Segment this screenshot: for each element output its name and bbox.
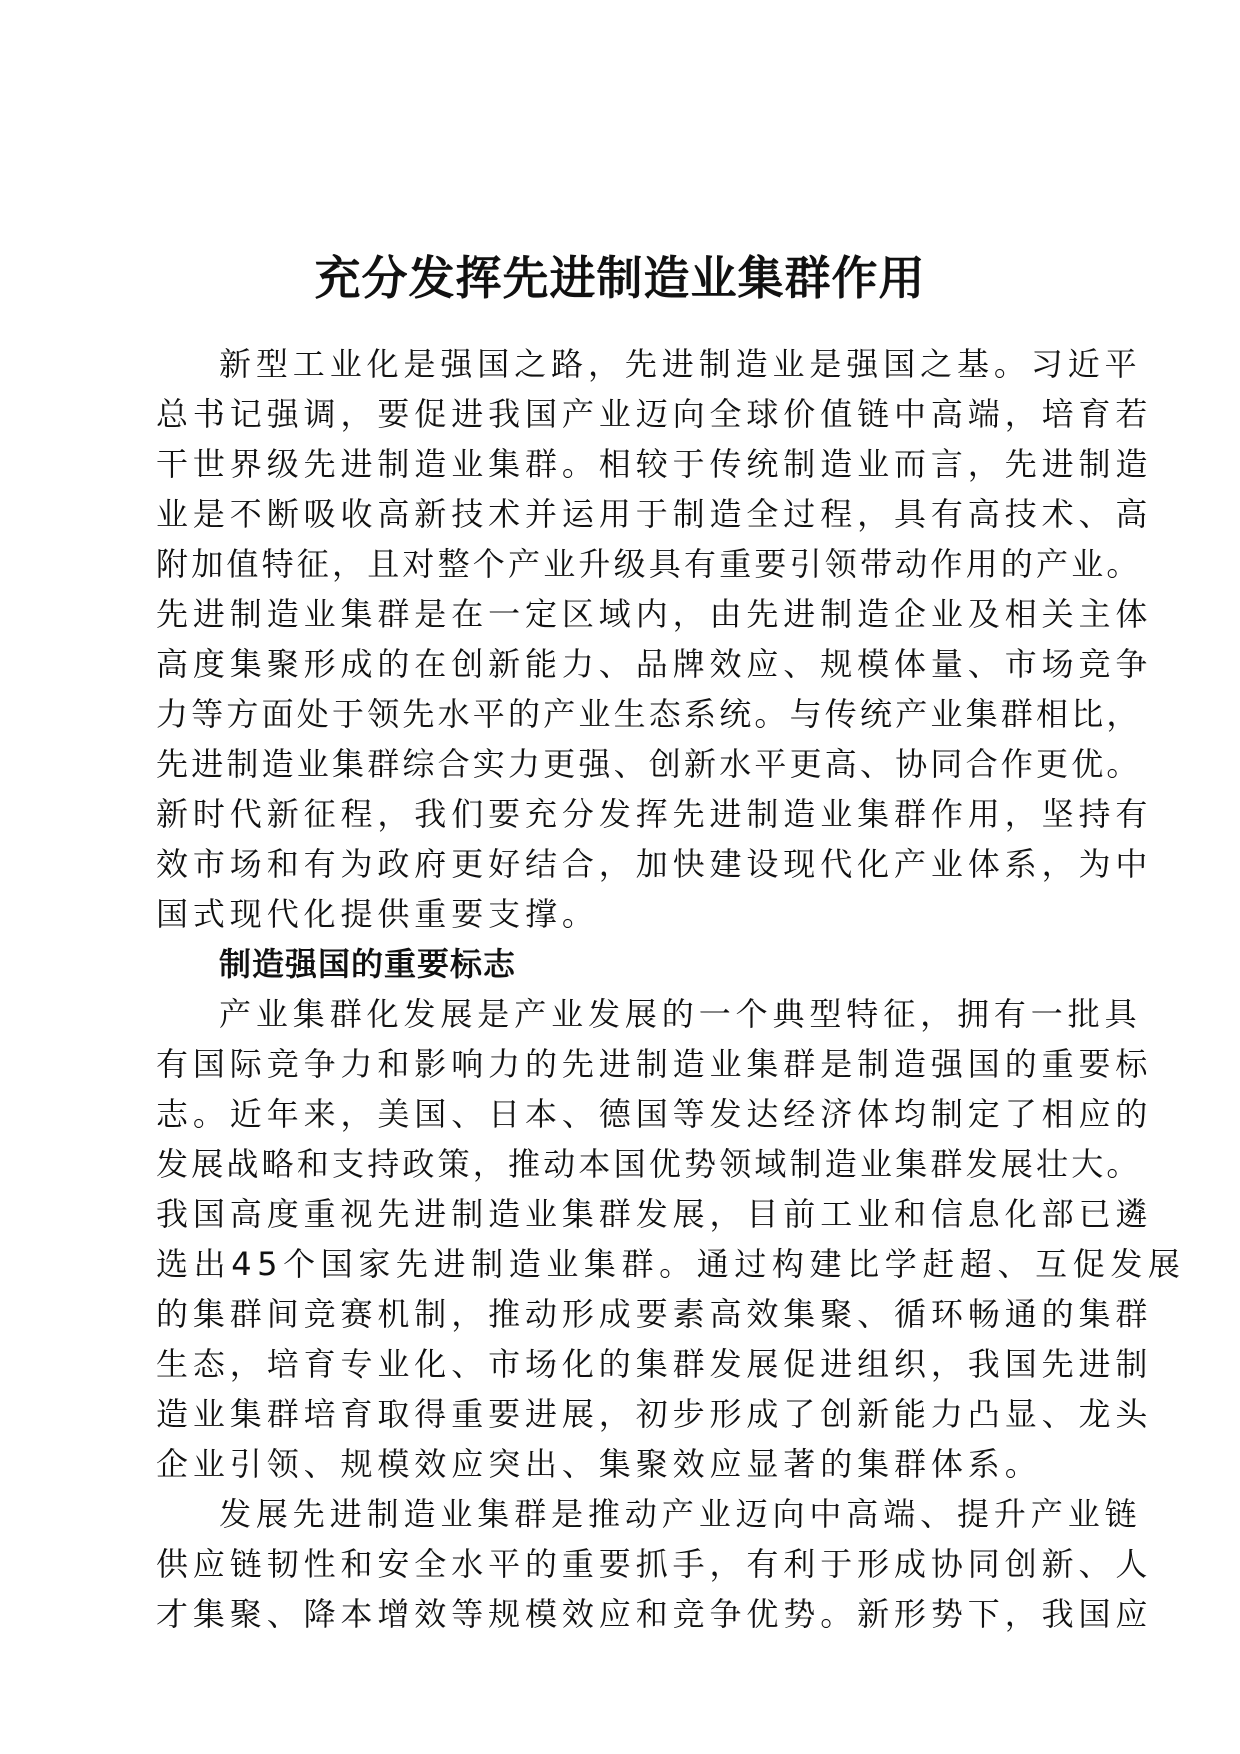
paragraph-development [156,1489,1153,1639]
section-heading: 制造强国的重要标志 [219,945,517,983]
text-line: 先进制造业集群综合实力更强、创新水平更高、协同合作更优。 [156,745,1142,783]
text-line: 供应链韧性和安全水平的重要抓手，有利于形成协同创新、人 [156,1545,1153,1583]
text-line: 的集群间竞赛机制，推动形成要素高效集聚、循环畅通的集群 [156,1295,1153,1333]
text-line: 效市场和有为政府更好结合，加快建设现代化产业体系，为中 [156,845,1153,883]
text-line: 产业集群化发展是产业发展的一个典型特征，拥有一批具 [219,995,1142,1033]
text-line: 力等方面处于领先水平的产业生态系统。与传统产业集群相比， [156,695,1142,733]
paragraph-clusters [156,989,1186,1489]
text-line: 业是不断吸收高新技术并运用于制造全过程，具有高技术、高 [156,495,1153,533]
document-title: 充分发挥先进制造业集群作用 [314,251,926,305]
text-line: 造业集群培育取得重要进展，初步形成了创新能力凸显、龙头 [156,1395,1153,1433]
text-line: 企业引领、规模效应突出、集聚效应显著的集群体系。 [156,1445,1042,1483]
text-line: 高度集聚形成的在创新能力、品牌效应、规模体量、市场竞争 [156,645,1153,683]
text-line: 才集聚、降本增效等规模效应和竞争优势。新形势下，我国应 [156,1595,1153,1633]
text-line: 发展先进制造业集群是推动产业迈向中高端、提升产业链 [219,1495,1142,1533]
text-line: 先进制造业集群是在一定区域内，由先进制造企业及相关主体 [156,595,1153,633]
text-line: 有国际竞争力和影响力的先进制造业集群是制造强国的重要标 [156,1045,1153,1083]
text-line: 新型工业化是强国之路，先进制造业是强国之基。习近平 [219,345,1142,383]
text-line: 新时代新征程，我们要充分发挥先进制造业集群作用，坚持有 [156,795,1153,833]
text-line: 志。近年来，美国、日本、德国等发达经济体均制定了相应的 [156,1095,1153,1133]
text-line: 生态，培育专业化、市场化的集群发展促进组织，我国先进制 [156,1345,1153,1383]
text-line: 发展战略和支持政策，推动本国优势领域制造业集群发展壮大。 [156,1145,1142,1183]
text-line: 干世界级先进制造业集群。相较于传统制造业而言，先进制造 [156,445,1153,483]
text-line: 我国高度重视先进制造业集群发展，目前工业和信息化部已遴 [156,1195,1153,1233]
text-line: 总书记强调，要促进我国产业迈向全球价值链中高端，培育若 [156,395,1153,433]
text-line: 国式现代化提供重要支撑。 [156,895,599,933]
text-line: 附加值特征，且对整个产业升级具有重要引领带动作用的产业。 [156,545,1142,583]
document-body [156,339,1186,1639]
paragraph-intro [156,339,1153,939]
text-line: 选出45个国家先进制造业集群。通过构建比学赶超、互促发展 [156,1245,1186,1283]
